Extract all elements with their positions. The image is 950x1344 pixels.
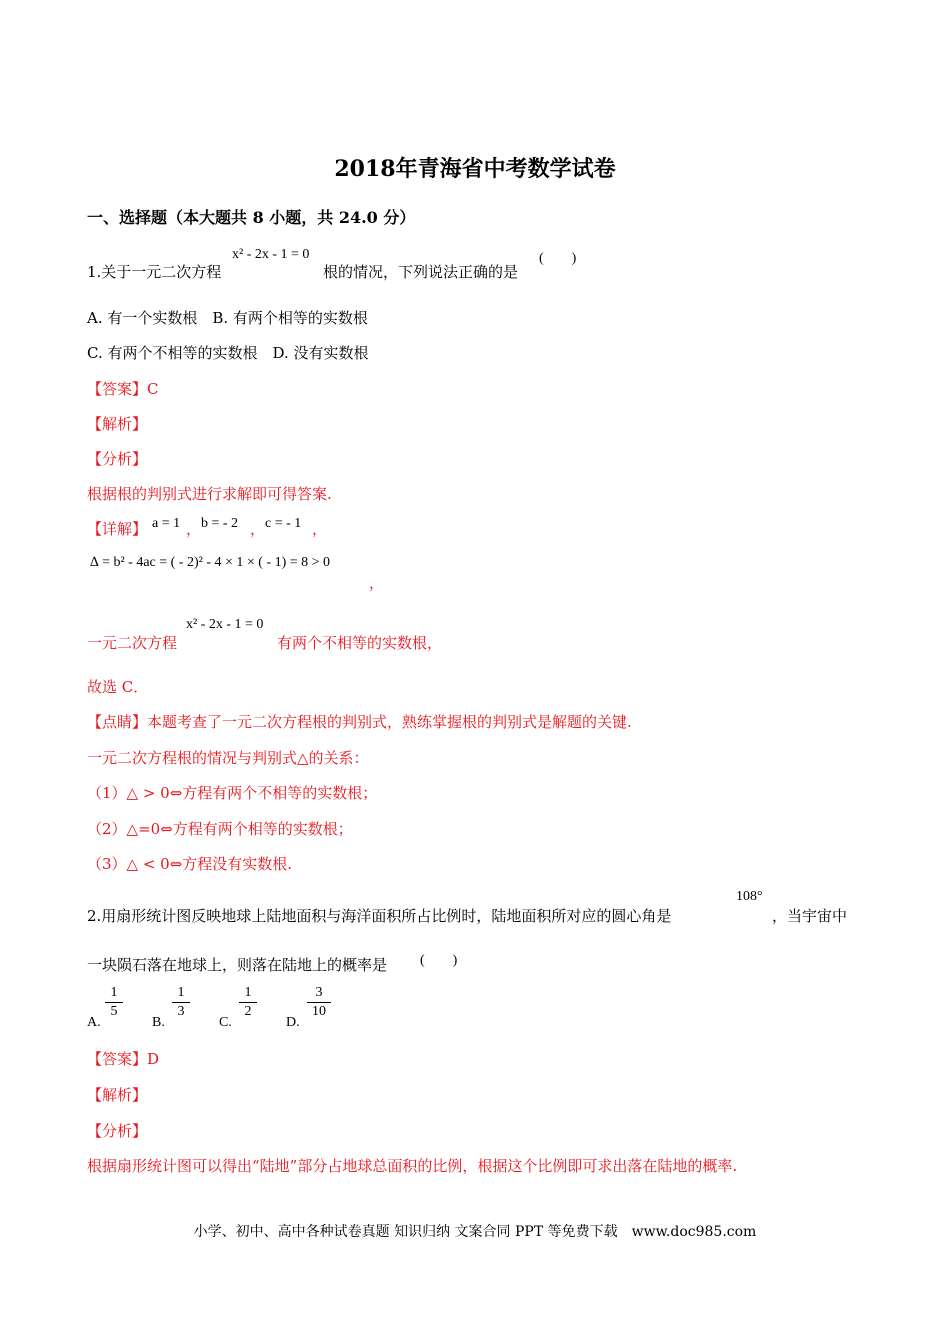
fraction-bar [172, 1002, 190, 1003]
q1-dianjing: 【点睛】本题考查了一元二次方程根的判别式，熟练掌握根的判别式是解题的关键. [87, 713, 632, 731]
q1-stem-after: 根的情况，下列说法正确的是 [323, 263, 519, 281]
q2-answer: 【答案】D [87, 1050, 160, 1068]
page-footer: 小学、初中、高中各种试卷真题 知识归纳 文案合同 PPT 等免费下载 www.doc985.com [193, 1224, 757, 1240]
q1-stem-before: 1.关于一元二次方程 [87, 263, 222, 281]
q1-rule-3: （3）△ < 0⇔方程没有实数根. [87, 855, 293, 873]
q2-option-b-den: 3 [177, 1004, 185, 1019]
q2-option-a-fraction [105, 985, 123, 1020]
section-heading: 一、选择题（本大题共 8 小题，共 24.0 分） [87, 208, 416, 227]
q2-option-b-label: B. [152, 1015, 165, 1030]
q2-stem-before: 2.用扇形统计图反映地球上陆地面积与海洋面积所占比例时，陆地面积所对应的圆心角是 [87, 907, 672, 925]
q1-fenxi-label: 【分析】 [87, 450, 148, 468]
q1-analysis-label: 【解析】 [87, 415, 148, 433]
fraction-bar [307, 1002, 331, 1003]
q2-option-c-num: 1 [244, 985, 252, 1000]
q1-fenxi-text: 根据根的判别式进行求解即可得答案. [87, 485, 332, 503]
q2-option-b-num: 1 [177, 985, 185, 1000]
q2-option-d-num: 3 [315, 985, 323, 1000]
q1-option-row-2: C. 有两个不相等的实数根 D. 没有实数根 [87, 344, 369, 362]
q2-stem-after: ，当宇宙中 [772, 907, 848, 925]
q2-angle: 108° [736, 889, 763, 904]
q2-fenxi-label: 【分析】 [87, 1122, 148, 1140]
q2-option-b-fraction [172, 985, 190, 1020]
q1-paren: ( ) [539, 251, 577, 266]
q2-option-c-den: 2 [244, 1004, 252, 1019]
q2-fenxi-text: 根据扇形统计图可以得出“陆地”部分占地球总面积的比例，根据这个比例即可求出落在陆地的概率. [87, 1157, 738, 1175]
q2-option-d-den: 10 [312, 1004, 326, 1019]
q1-delta-comma: ， [369, 574, 385, 592]
q1-coef-c: c = - 1 [265, 516, 302, 531]
q1-answer: 【答案】C [87, 380, 159, 398]
q2-stem-line2: 一块陨石落在地球上，则落在陆地上的概率是 [87, 956, 388, 974]
fraction-bar [105, 1002, 123, 1003]
q2-option-c-label: C. [219, 1015, 232, 1030]
q2-option-a-label: A. [87, 1015, 101, 1030]
q1-line-post: 有两个不相等的实数根， [277, 634, 443, 652]
page-title: 2018年青海省中考数学试卷 [334, 156, 616, 182]
q1-sep-1: ， [186, 520, 202, 538]
q2-option-d-label: D. [286, 1015, 300, 1030]
q1-sep-3: ， [312, 520, 328, 538]
q2-option-c-fraction [239, 985, 257, 1020]
q1-coef-b: b = - 2 [201, 516, 239, 531]
q1-line-pre: 一元二次方程 [87, 634, 178, 652]
q2-paren: ( ) [420, 953, 458, 968]
q2-analysis-label: 【解析】 [87, 1086, 148, 1104]
q1-xiangjie-label: 【详解】 [87, 520, 148, 538]
fraction-bar [239, 1002, 257, 1003]
q1-option-row-1: A. 有一个实数根 B. 有两个相等的实数根 [87, 309, 368, 327]
q1-line-equation: x² - 2x - 1 = 0 [186, 617, 264, 632]
q1-choose: 故选 C． [87, 678, 149, 696]
q1-coef-a: a = 1 [152, 516, 181, 531]
q2-option-d-fraction [307, 985, 331, 1020]
q2-option-a-num: 1 [110, 985, 118, 1000]
q1-rule-1: （1）△ > 0⇔方程有两个不相等的实数根； [87, 784, 378, 802]
q1-relation: 一元二次方程根的情况与判别式△的关系： [87, 749, 369, 767]
q2-option-a-den: 5 [110, 1004, 118, 1019]
q1-delta-formula: ∆ = b² - 4ac = ( - 2)² - 4 × 1 × ( - 1) = 8 > 0 [90, 555, 331, 570]
q1-equation: x² - 2x - 1 = 0 [232, 247, 310, 262]
q1-sep-2: ， [250, 520, 266, 538]
q1-rule-2: （2）△=0⇔方程有两个相等的实数根； [87, 820, 353, 838]
